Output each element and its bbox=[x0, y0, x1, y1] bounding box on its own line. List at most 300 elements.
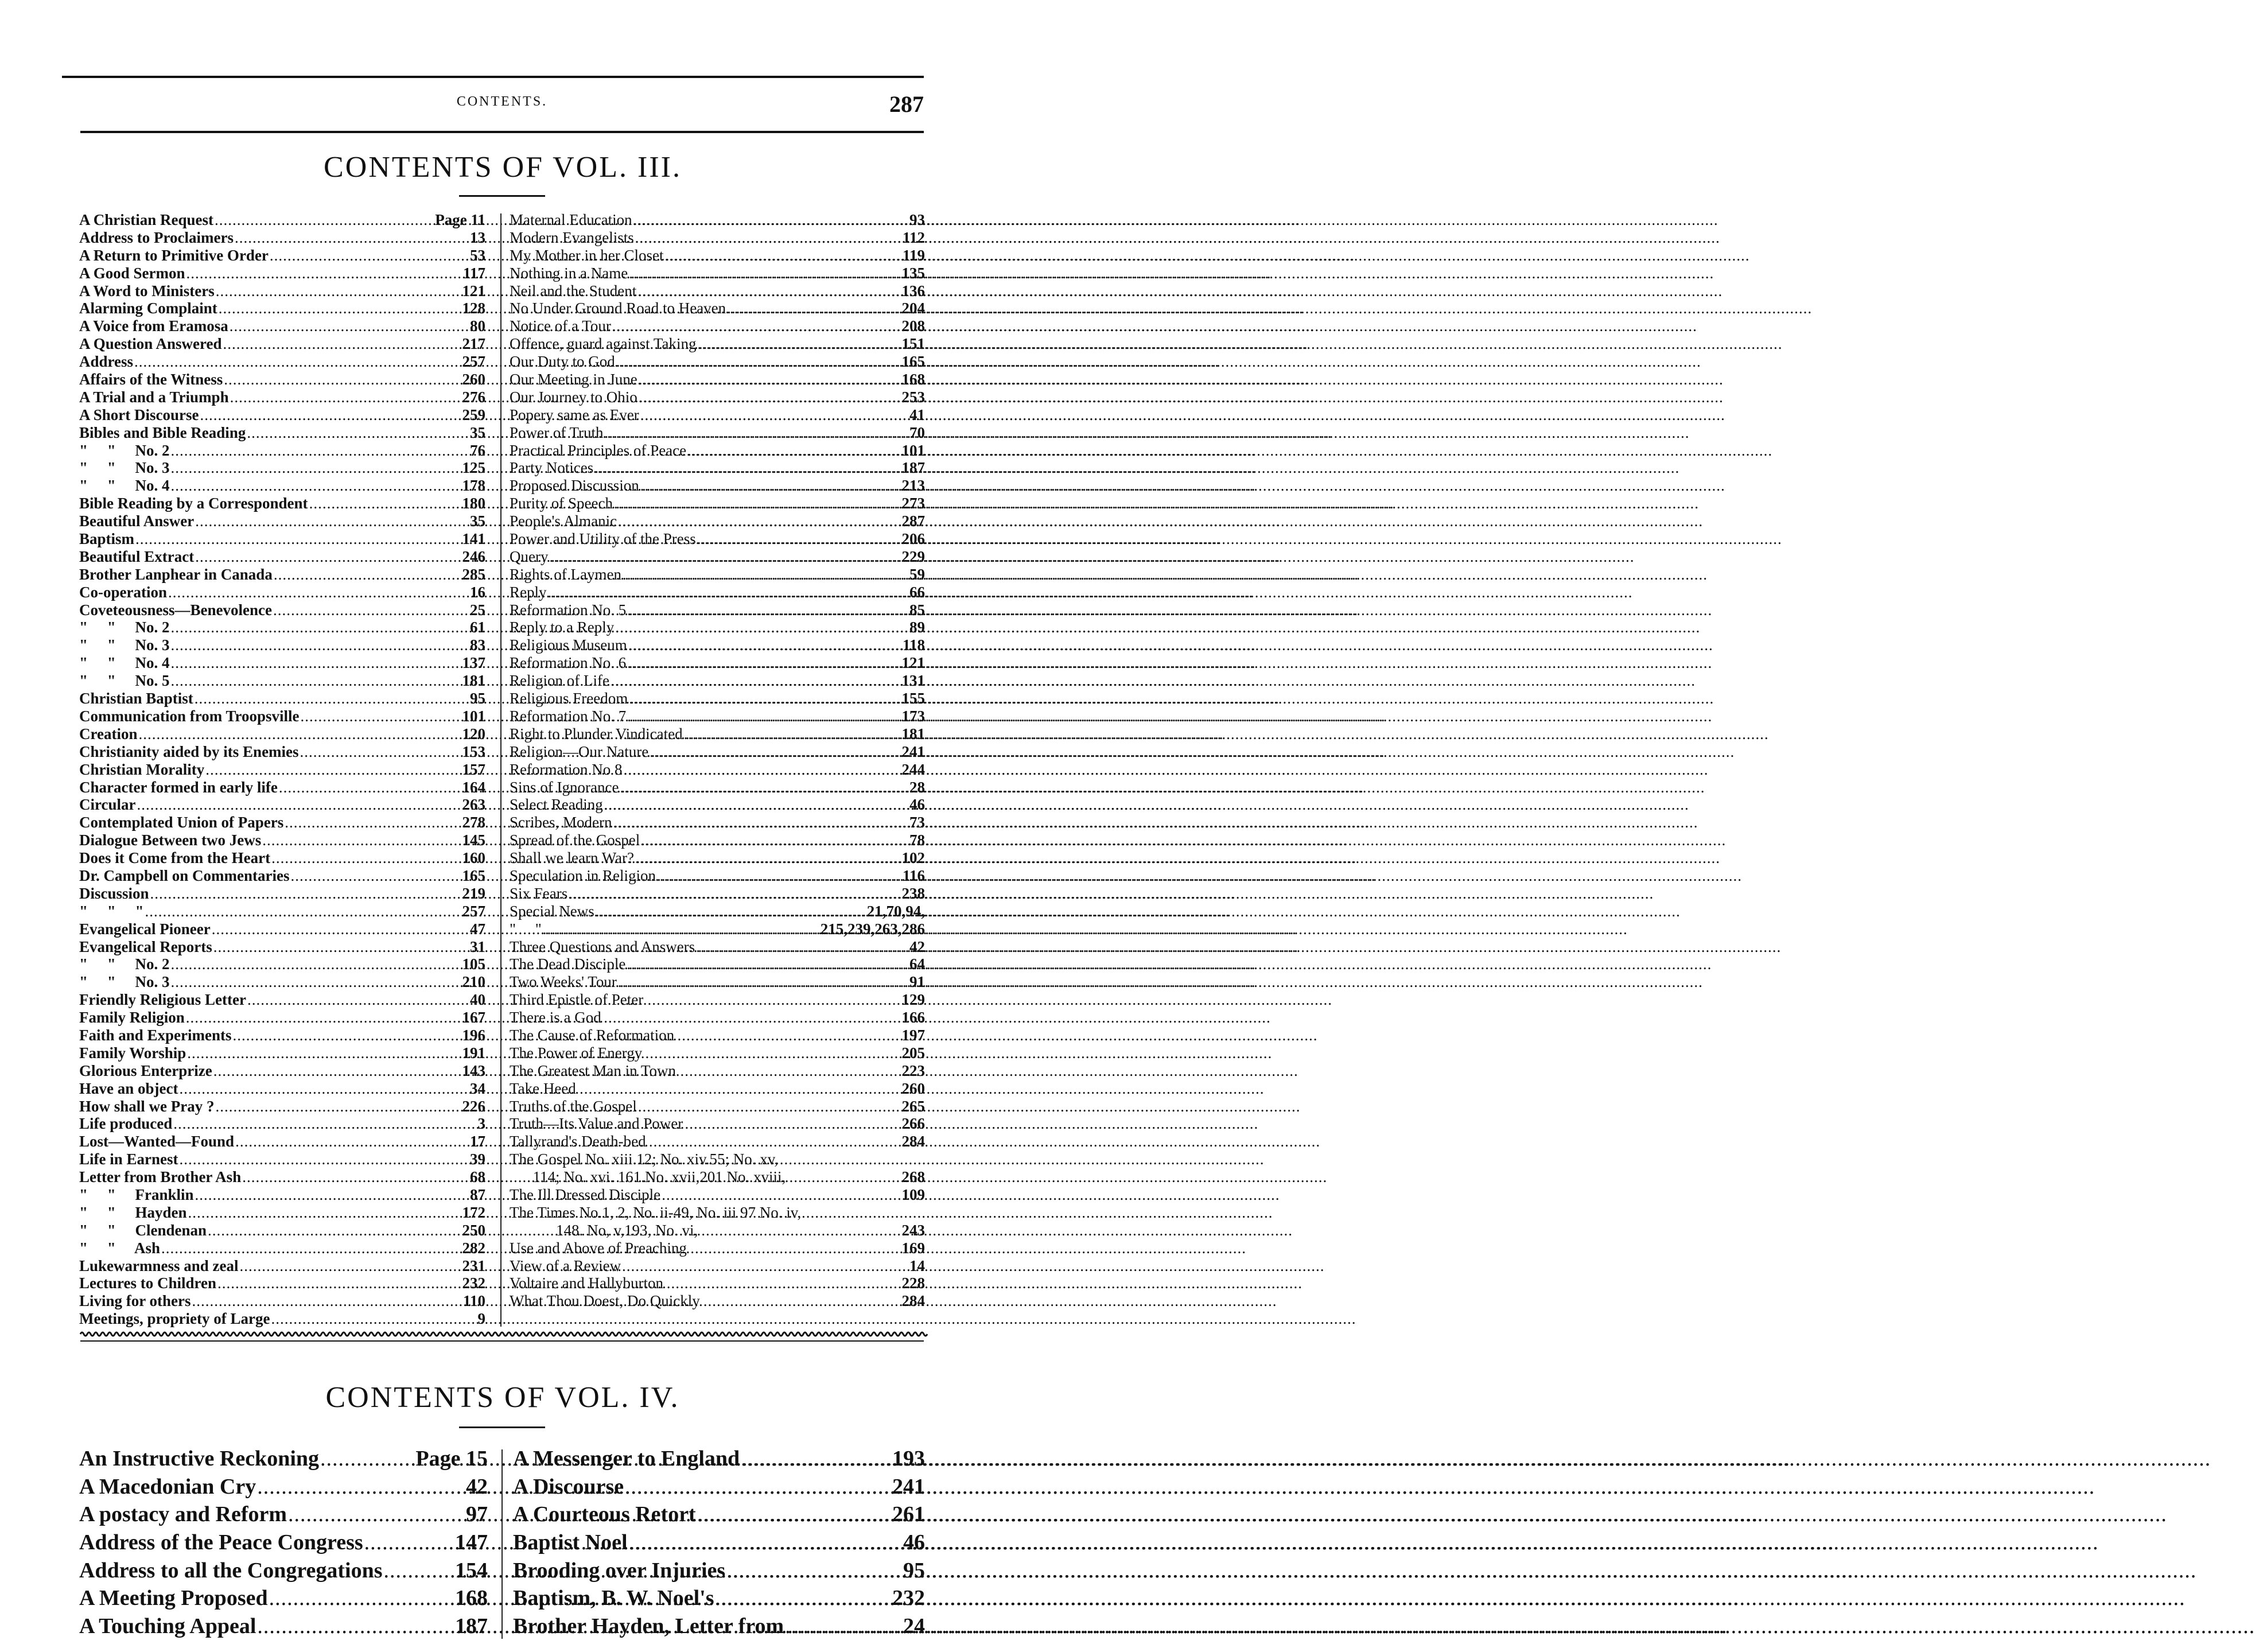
toc-entry bbox=[79, 1080, 485, 1098]
toc-entry-page: 155 bbox=[901, 690, 925, 708]
toc-entry-page: 76 bbox=[470, 441, 485, 459]
toc-entry-page: 276 bbox=[462, 388, 485, 406]
toc-entry bbox=[513, 1612, 925, 1641]
leader-dots bbox=[637, 282, 900, 300]
toc-entry-page: 287 bbox=[901, 512, 925, 530]
toc-entry-page: 116 bbox=[902, 866, 925, 884]
toc-entry bbox=[79, 920, 485, 938]
toc-entry bbox=[510, 885, 925, 903]
leader-dots bbox=[216, 1098, 461, 1115]
leader-dots bbox=[364, 1529, 454, 1557]
toc-entry-page: Page 11 bbox=[435, 211, 485, 228]
toc-entry-page: 244 bbox=[901, 760, 925, 778]
leader-dots bbox=[627, 955, 908, 973]
toc-entry-title: " " No. 2 bbox=[79, 619, 170, 636]
top-rule bbox=[62, 76, 924, 78]
toc-entry-title: Reformation No. 6 bbox=[510, 654, 627, 672]
toc-entry bbox=[79, 903, 485, 920]
toc-entry-title: Reformation No. 7 bbox=[510, 707, 627, 725]
toc-entry-title: Brooding over Injuries bbox=[513, 1558, 726, 1583]
toc-entry-title: Three Questions and Answers bbox=[510, 938, 695, 955]
toc-entry-page: 282 bbox=[462, 1239, 485, 1257]
toc-entry-title: Lost—Wanted—Found bbox=[79, 1133, 235, 1150]
leader-dots bbox=[629, 265, 900, 282]
vol4-title-rule bbox=[459, 1426, 545, 1428]
toc-entry-title: Brother Lanphear in Canada bbox=[79, 565, 273, 583]
toc-entry-title: A Christian Request bbox=[79, 211, 214, 228]
vol4-column-divider bbox=[501, 1449, 503, 1639]
toc-entry-title: Glorious Enterprize bbox=[79, 1062, 212, 1079]
toc-entry bbox=[510, 282, 925, 300]
toc-entry bbox=[79, 584, 485, 601]
toc-entry-page: 164 bbox=[462, 778, 485, 796]
leader-dots bbox=[216, 282, 461, 300]
toc-entry-title: " " Ash bbox=[79, 1239, 161, 1257]
toc-entry-title: Bible Reading by a Correspondent bbox=[79, 495, 308, 512]
toc-entry-page: 157 bbox=[462, 760, 485, 778]
toc-entry-page: 151 bbox=[901, 335, 925, 353]
toc-entry bbox=[79, 973, 485, 991]
toc-entry-title: Beautiful Extract bbox=[79, 547, 195, 565]
toc-entry-title: A Messenger to England bbox=[513, 1447, 740, 1471]
leader-dots bbox=[170, 442, 469, 460]
toc-entry bbox=[510, 867, 925, 885]
toc-entry bbox=[79, 725, 485, 743]
toc-entry-title: A Courteous Retort bbox=[513, 1502, 696, 1527]
leader-dots bbox=[618, 512, 900, 530]
toc-entry-title: Our Meeting in June bbox=[510, 371, 637, 388]
toc-entry-title: What Thou Doest, Do Quickly bbox=[510, 1292, 700, 1310]
leader-dots bbox=[620, 779, 908, 796]
leader-dots bbox=[262, 831, 461, 849]
toc-entry-page: 119 bbox=[902, 246, 925, 264]
toc-entry bbox=[510, 317, 925, 335]
toc-entry bbox=[79, 1062, 485, 1080]
toc-entry bbox=[79, 796, 485, 814]
leader-dots bbox=[623, 566, 908, 584]
toc-entry-title: Practical Principles of Peace bbox=[510, 441, 687, 459]
toc-entry bbox=[510, 779, 925, 796]
toc-entry-title: Purity of Speech bbox=[510, 495, 613, 512]
leader-dots bbox=[727, 300, 900, 317]
toc-entry-page: 41 bbox=[909, 406, 925, 423]
toc-entry bbox=[510, 1292, 925, 1310]
toc-entry-page: 117 bbox=[462, 264, 485, 282]
toc-entry bbox=[79, 229, 485, 247]
toc-entry bbox=[79, 867, 485, 885]
toc-entry bbox=[79, 1168, 485, 1186]
toc-entry-title: No Under Ground Road to Heaven bbox=[510, 300, 726, 317]
toc-entry-page: 168 bbox=[455, 1586, 488, 1611]
leader-dots bbox=[604, 796, 908, 814]
toc-entry-title: 114; No. xvi. 161.No. xvii,201 No. xviii, bbox=[510, 1168, 786, 1186]
toc-entry bbox=[79, 1584, 488, 1612]
toc-entry-page: 101 bbox=[901, 441, 925, 459]
toc-entry bbox=[510, 796, 925, 814]
leader-dots bbox=[240, 1257, 461, 1275]
toc-entry-page: 87 bbox=[470, 1185, 485, 1203]
toc-entry bbox=[510, 973, 925, 991]
toc-entry-title: Popery same as Ever bbox=[510, 406, 639, 423]
toc-entry-page: 219 bbox=[462, 884, 485, 902]
toc-entry-title: Truths of the Gospel bbox=[510, 1097, 637, 1115]
toc-entry-page: 228 bbox=[901, 1274, 925, 1292]
toc-entry-title: Speculation in Religion bbox=[510, 866, 656, 884]
toc-entry-title: A Return to Primitive Order bbox=[79, 246, 269, 264]
leader-dots bbox=[173, 1115, 476, 1133]
toc-entry bbox=[510, 548, 925, 566]
toc-entry bbox=[510, 920, 925, 938]
toc-entry bbox=[510, 636, 925, 654]
toc-entry-title: " " No. 4 bbox=[79, 654, 170, 672]
leader-dots bbox=[687, 442, 900, 460]
toc-entry-page: 204 bbox=[901, 300, 925, 317]
leader-dots bbox=[635, 229, 901, 247]
toc-entry-title: Address of the Peace Congress bbox=[79, 1530, 363, 1555]
toc-entry bbox=[513, 1529, 925, 1557]
toc-entry-title: " " No. 3 bbox=[79, 459, 170, 477]
toc-entry-title: A Voice from Eramosa bbox=[79, 317, 228, 335]
toc-entry-title: Co-operation bbox=[79, 583, 167, 601]
leader-dots bbox=[135, 530, 461, 548]
toc-entry bbox=[79, 1239, 485, 1257]
toc-entry bbox=[510, 814, 925, 831]
toc-entry-page: 83 bbox=[470, 636, 485, 654]
leader-dots bbox=[223, 335, 461, 353]
toc-entry bbox=[510, 831, 925, 849]
toc-entry bbox=[79, 1612, 488, 1641]
toc-entry-title: Letter from Brother Ash bbox=[79, 1168, 242, 1186]
toc-entry-page: 231 bbox=[462, 1257, 485, 1274]
toc-entry-title: Beautiful Answer bbox=[79, 512, 195, 530]
toc-entry bbox=[510, 991, 925, 1009]
toc-entry-page: 39 bbox=[470, 1150, 485, 1168]
toc-entry-title: Scribes, Modern bbox=[510, 814, 612, 831]
leader-dots bbox=[716, 1584, 891, 1612]
leader-dots bbox=[235, 229, 469, 247]
toc-entry-page: 89 bbox=[909, 619, 925, 636]
running-title: CONTENTS. bbox=[456, 94, 548, 109]
toc-entry-page: 243 bbox=[901, 1221, 925, 1239]
leader-dots bbox=[271, 1310, 476, 1328]
toc-entry bbox=[510, 1044, 925, 1062]
toc-entry-title: A Question Answered bbox=[79, 335, 222, 353]
leader-dots bbox=[594, 459, 900, 477]
leader-dots bbox=[170, 955, 461, 973]
leader-dots bbox=[137, 796, 461, 814]
leader-dots bbox=[618, 973, 908, 991]
toc-entry-title: A Trial and a Triumph bbox=[79, 388, 229, 406]
toc-entry bbox=[79, 761, 485, 779]
toc-entry bbox=[79, 317, 485, 335]
toc-entry bbox=[79, 743, 485, 761]
toc-entry bbox=[510, 566, 925, 584]
toc-entry bbox=[79, 672, 485, 690]
leader-dots bbox=[605, 424, 908, 442]
leader-dots bbox=[627, 654, 900, 672]
leader-dots bbox=[212, 920, 469, 938]
toc-entry bbox=[510, 1098, 925, 1115]
toc-entry bbox=[79, 885, 485, 903]
toc-entry bbox=[79, 406, 485, 424]
toc-entry-page: 40 bbox=[470, 991, 485, 1009]
toc-entry bbox=[513, 1473, 925, 1501]
toc-entry-title: Third Epistle of Peter bbox=[510, 991, 644, 1009]
leader-dots bbox=[785, 1612, 902, 1641]
toc-entry-title: Lukewarmness and zeal bbox=[79, 1257, 239, 1274]
toc-entry-page: 131 bbox=[901, 672, 925, 690]
toc-entry-page: 135 bbox=[901, 264, 925, 282]
toc-entry-page: 257 bbox=[462, 353, 485, 371]
leader-dots bbox=[270, 247, 469, 265]
toc-entry-page: 165 bbox=[901, 353, 925, 371]
leader-dots bbox=[613, 814, 908, 831]
toc-entry-title: " " " bbox=[79, 902, 144, 920]
toc-entry-title: Maternal Education bbox=[510, 211, 632, 228]
toc-entry-page: 241 bbox=[892, 1474, 925, 1499]
toc-entry-page: 210 bbox=[462, 973, 485, 991]
toc-entry-title: Religious Museum bbox=[510, 636, 627, 654]
leader-dots bbox=[549, 548, 900, 566]
toc-entry-page: 196 bbox=[462, 1026, 485, 1044]
leader-dots bbox=[145, 903, 461, 920]
toc-entry-title: Truth—Its Value and Power bbox=[510, 1115, 683, 1133]
toc-entry bbox=[510, 1150, 925, 1168]
toc-entry bbox=[79, 1274, 485, 1292]
vol3-title-rule bbox=[459, 195, 545, 197]
leader-dots bbox=[195, 512, 469, 530]
toc-entry-page: 70 bbox=[909, 423, 925, 441]
toc-entry-title: The Greatest Man in Town bbox=[510, 1062, 677, 1079]
leader-dots bbox=[726, 1557, 902, 1585]
toc-entry-title: 148. No, v,193, No. vi, bbox=[510, 1221, 698, 1239]
vol4-left-column bbox=[79, 1445, 488, 1641]
leader-dots bbox=[640, 406, 908, 424]
leader-dots bbox=[195, 690, 469, 708]
toc-entry-page: 253 bbox=[901, 388, 925, 406]
toc-entry bbox=[510, 1133, 925, 1150]
toc-entry-page: 284 bbox=[901, 1133, 925, 1150]
leader-dots bbox=[200, 406, 461, 424]
toc-entry bbox=[79, 530, 485, 548]
leader-dots bbox=[623, 761, 900, 779]
leader-dots bbox=[627, 601, 908, 619]
toc-entry-page: 3 bbox=[477, 1115, 485, 1133]
toc-entry-title: Baptist Noel bbox=[513, 1530, 628, 1555]
wavy-divider bbox=[80, 1330, 924, 1338]
vol3-right-column bbox=[510, 211, 925, 1310]
toc-entry-title: " " No. 2 bbox=[79, 955, 170, 973]
toc-entry-title: Reformation No. 5 bbox=[510, 601, 627, 619]
toc-entry bbox=[510, 1222, 925, 1239]
toc-entry-title: Religious Freedom bbox=[510, 690, 628, 708]
leader-dots bbox=[279, 779, 461, 796]
leader-dots bbox=[180, 1150, 469, 1168]
leader-dots bbox=[219, 300, 461, 317]
toc-entry bbox=[513, 1557, 925, 1585]
toc-entry bbox=[79, 442, 485, 460]
toc-entry bbox=[510, 335, 925, 353]
toc-entry-page: 145 bbox=[462, 831, 485, 849]
toc-entry-page: 217 bbox=[462, 335, 485, 353]
leader-dots bbox=[235, 1133, 469, 1150]
leader-dots bbox=[320, 1445, 414, 1473]
toc-entry bbox=[79, 265, 485, 282]
toc-entry-title: Circular bbox=[79, 796, 136, 814]
vol4-title: CONTENTS OF VOL. IV. bbox=[325, 1381, 680, 1414]
toc-entry bbox=[510, 388, 925, 406]
toc-entry-title: Select Reading bbox=[510, 796, 603, 814]
toc-entry bbox=[79, 1009, 485, 1027]
leader-dots bbox=[664, 247, 901, 265]
toc-entry bbox=[510, 690, 925, 708]
toc-entry-title: The Gospel No. xiii.12; No. xiv.55; No. xv, bbox=[510, 1150, 779, 1168]
toc-entry-page: 91 bbox=[909, 973, 925, 991]
leader-dots bbox=[596, 903, 866, 920]
toc-entry-title: Evangelical Reports bbox=[79, 938, 212, 955]
toc-entry-page: 102 bbox=[901, 849, 925, 867]
toc-entry bbox=[510, 903, 925, 920]
toc-entry bbox=[79, 1098, 485, 1115]
leader-dots bbox=[247, 991, 469, 1009]
toc-entry bbox=[510, 512, 925, 530]
toc-entry bbox=[510, 1115, 925, 1133]
leader-dots bbox=[629, 1529, 903, 1557]
leader-dots bbox=[633, 211, 908, 229]
toc-entry-page: 168 bbox=[901, 371, 925, 388]
toc-entry-title: An Instructive Reckoning bbox=[79, 1447, 320, 1471]
document-page bbox=[0, 0, 1005, 1652]
toc-entry bbox=[79, 1044, 485, 1062]
toc-entry bbox=[79, 1529, 488, 1557]
toc-entry bbox=[79, 388, 485, 406]
leader-dots bbox=[139, 725, 461, 743]
toc-entry bbox=[79, 831, 485, 849]
toc-entry bbox=[510, 477, 925, 495]
vol3-title: CONTENTS OF VOL. III. bbox=[324, 151, 682, 184]
leader-dots bbox=[625, 1473, 891, 1501]
toc-entry-title: Reply bbox=[510, 583, 547, 601]
toc-entry bbox=[79, 211, 485, 229]
toc-entry bbox=[510, 654, 925, 672]
toc-entry-title: Baptism bbox=[79, 530, 135, 548]
leader-dots bbox=[170, 459, 461, 477]
toc-entry-title: Communication from Troopsville bbox=[79, 707, 300, 725]
toc-entry-title: View of a Review bbox=[510, 1257, 621, 1274]
toc-entry-page: 95 bbox=[903, 1558, 925, 1583]
toc-entry-page: 260 bbox=[462, 371, 485, 388]
toc-entry bbox=[510, 743, 925, 761]
toc-entry-title: Friendly Religious Letter bbox=[79, 991, 246, 1009]
leader-dots bbox=[161, 1239, 461, 1257]
toc-entry bbox=[510, 265, 925, 282]
toc-entry-title: Reformation No 8 bbox=[510, 760, 623, 778]
toc-entry-title: Proposed Discussion bbox=[510, 477, 639, 495]
toc-entry-title: Life in Earnest bbox=[79, 1150, 178, 1168]
toc-entry-title: There is a God bbox=[510, 1009, 601, 1027]
leader-dots bbox=[628, 636, 901, 654]
toc-entry-page: 25 bbox=[470, 601, 485, 619]
toc-entry-page: 147 bbox=[455, 1530, 488, 1555]
toc-entry-page: 143 bbox=[462, 1062, 485, 1079]
toc-entry bbox=[79, 1027, 485, 1044]
toc-entry-title: A Discourse bbox=[513, 1474, 624, 1499]
toc-entry-title: Alarming Complaint bbox=[79, 300, 217, 317]
toc-entry-page: 110 bbox=[462, 1292, 485, 1310]
toc-entry-page: 197 bbox=[901, 1026, 925, 1044]
leader-dots bbox=[309, 495, 461, 512]
toc-entry-page: 250 bbox=[462, 1221, 485, 1239]
leader-dots bbox=[168, 584, 469, 601]
toc-entry-page: 154 bbox=[455, 1558, 488, 1583]
toc-entry bbox=[513, 1501, 925, 1529]
toc-entry-title: The Cause of Reformation bbox=[510, 1026, 675, 1044]
leader-dots bbox=[230, 388, 461, 406]
toc-entry-title: Nothing in a Name bbox=[510, 264, 628, 282]
toc-entry-title: Right to Plunder Vindicated bbox=[510, 725, 683, 743]
toc-entry-page: 125 bbox=[462, 459, 485, 477]
toc-entry-title: Baptism, B. W. Noel's bbox=[513, 1586, 714, 1611]
toc-entry-page: 137 bbox=[462, 654, 485, 672]
toc-entry-title: How shall we Pray ? bbox=[79, 1097, 215, 1115]
toc-entry-title: Affairs of the Witness bbox=[79, 371, 223, 388]
toc-entry-page: 80 bbox=[470, 317, 485, 335]
toc-entry bbox=[79, 282, 485, 300]
toc-entry-title: Christianity aided by its Enemies bbox=[79, 743, 299, 760]
toc-entry-page: 101 bbox=[462, 707, 485, 725]
toc-entry-title: Life produced bbox=[79, 1115, 173, 1133]
toc-entry bbox=[510, 1062, 925, 1080]
toc-entry-page: 215,239,263,286 bbox=[820, 920, 925, 938]
leader-dots bbox=[257, 1473, 465, 1501]
toc-entry-page: 169 bbox=[901, 1239, 925, 1257]
toc-entry bbox=[79, 938, 485, 956]
toc-entry bbox=[510, 459, 925, 477]
toc-entry-title: Family Worship bbox=[79, 1044, 186, 1062]
toc-entry-title: Sins of Ignorance bbox=[510, 778, 619, 796]
leader-dots bbox=[215, 211, 434, 229]
toc-entry bbox=[510, 1009, 925, 1027]
toc-entry bbox=[79, 247, 485, 265]
toc-entry-page: 66 bbox=[909, 583, 925, 601]
leader-dots bbox=[639, 371, 901, 388]
toc-entry-page: 109 bbox=[901, 1185, 925, 1203]
toc-entry-title: Two Weeks' Tour bbox=[510, 973, 617, 991]
leader-dots bbox=[273, 601, 469, 619]
toc-entry-page: 112 bbox=[902, 228, 925, 246]
vol3-column-divider bbox=[500, 213, 501, 1327]
toc-entry-title: Voltaire and Hallyburton bbox=[510, 1274, 663, 1292]
toc-entry-page: 259 bbox=[462, 406, 485, 423]
toc-entry-page: 206 bbox=[901, 530, 925, 548]
toc-entry-title: Address bbox=[79, 353, 134, 371]
leader-dots bbox=[271, 849, 461, 867]
toc-entry bbox=[513, 1445, 925, 1473]
toc-entry-page: 95 bbox=[470, 690, 485, 708]
leader-dots bbox=[611, 672, 901, 690]
toc-entry-title: A Word to Ministers bbox=[79, 282, 215, 300]
leader-dots bbox=[684, 725, 901, 743]
leader-dots bbox=[384, 1557, 454, 1585]
toc-entry-title: Notice of a Tour bbox=[510, 317, 611, 335]
toc-entry-page: 268 bbox=[901, 1168, 925, 1186]
toc-entry-page: 180 bbox=[462, 495, 485, 512]
leader-dots bbox=[233, 1027, 461, 1044]
leader-dots bbox=[170, 654, 461, 672]
toc-entry bbox=[510, 229, 925, 247]
toc-entry-title: Religion of Life bbox=[510, 672, 609, 690]
toc-entry-title: People's Almanic bbox=[510, 512, 617, 530]
